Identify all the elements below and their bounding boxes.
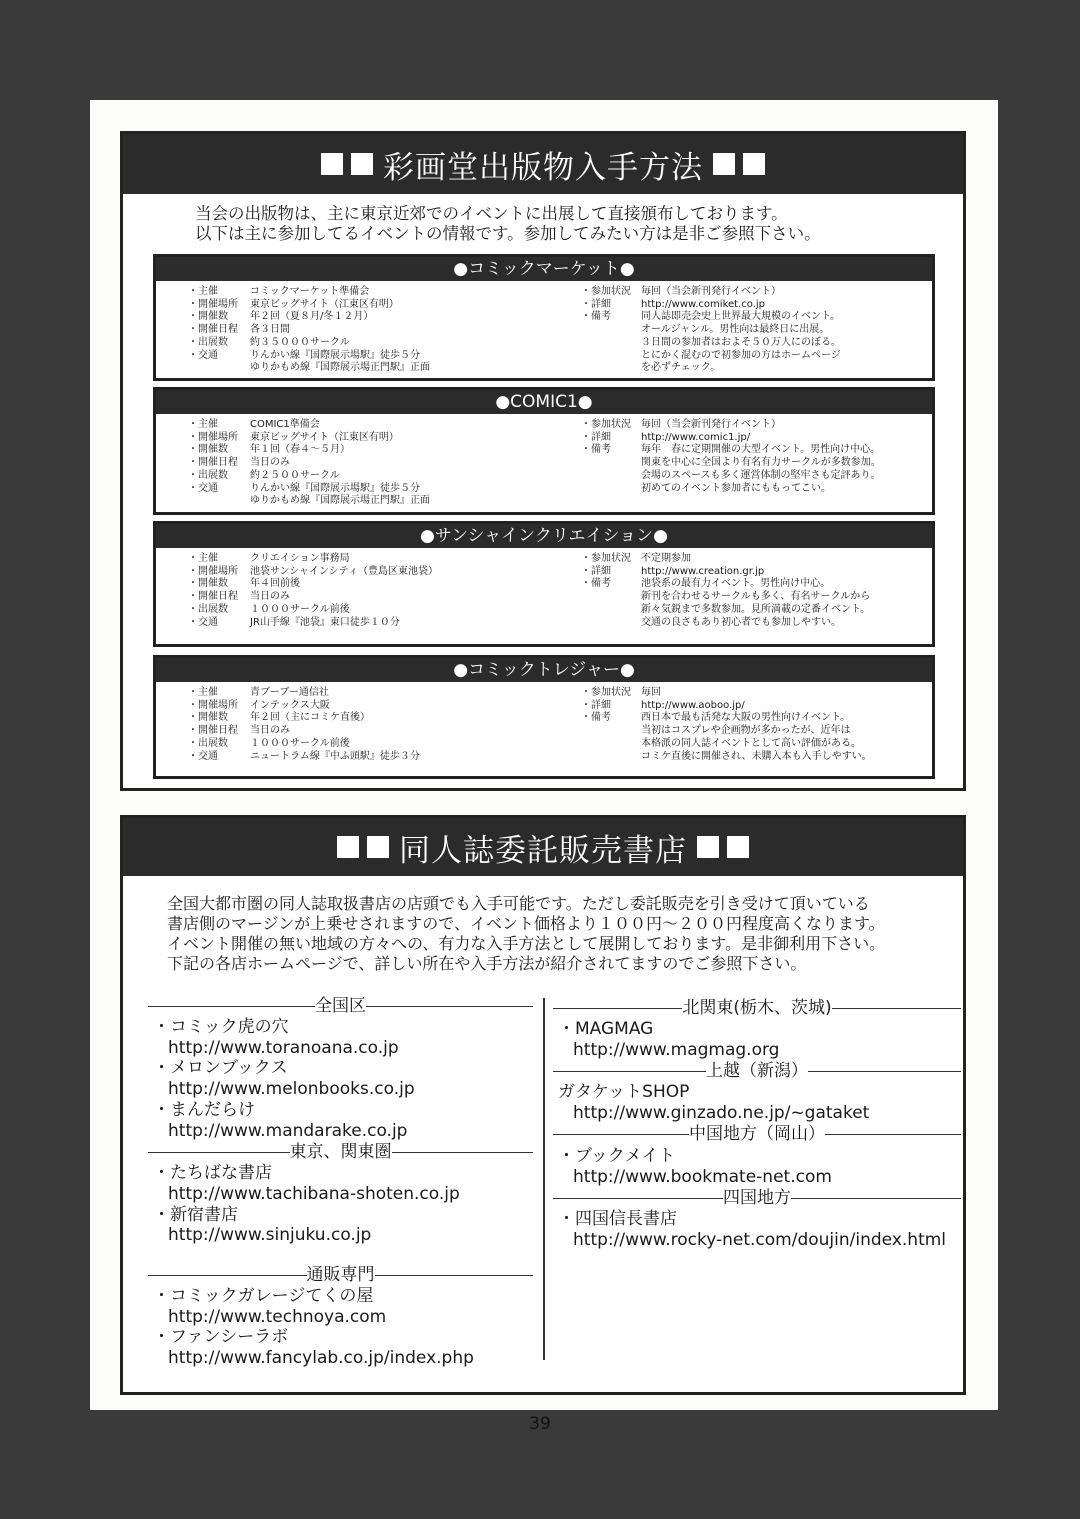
- detail-value: 毎年 春に定期開催の大型イベント。男性向け中心。 関東を中心に全国より有名有力サークルが多数参加。 会場のスペースも多く運営体制の堅牢さも定評あり。 初めてのイベント参加者にももってこい。: [641, 444, 881, 494]
- detail-value: 約３５０００サークル: [250, 336, 350, 348]
- detail-value: ニュートラム線『中ふ頭駅』徒歩３分: [250, 750, 420, 762]
- shop-url-link[interactable]: http://www.bookmate-net.com: [573, 1166, 832, 1187]
- event-detail-row: [188, 299, 568, 312]
- region-heading: [553, 997, 961, 1019]
- detail-value: 約２５００サークル: [250, 469, 340, 481]
- event-detail-row: [581, 299, 911, 312]
- region-label: 全国区: [315, 995, 366, 1016]
- detail-value: http://www.comic1.jp/: [641, 431, 751, 443]
- detail-key: ・開催数: [188, 311, 228, 323]
- shop-url-link[interactable]: http://www.toranoana.co.jp: [168, 1037, 399, 1058]
- detail-value: 当日のみ: [250, 591, 290, 603]
- region-label: 東京、関東圏: [289, 1141, 392, 1162]
- detail-value: １０００サークル前後: [250, 737, 350, 749]
- event-detail-row: [188, 483, 568, 508]
- event-detail-row: [188, 444, 568, 457]
- square-icon: [321, 153, 343, 175]
- event-details-left: [188, 286, 568, 375]
- intro-line: 書店側のマージンが上乗せされますので、イベント価格より１００円～２００円程度高くなります。: [167, 914, 885, 933]
- detail-value: COMIC1準備会: [250, 419, 320, 430]
- heading-rule: [553, 1008, 682, 1009]
- detail-value: 同人誌即売会史上世界最大規模のイベント。 オールジャンル。男性向は最終日に出展。 ３日間の参加者はおよそ５０万人にのぼる。 とにかく混むので初参加の方はホームページ を必ずチェック。: [641, 311, 841, 374]
- shop-name: ・コミック虎の穴: [153, 1017, 289, 1037]
- event-detail-row: [581, 286, 911, 299]
- events-panel-header: [123, 134, 963, 194]
- detail-key: ・詳細: [581, 699, 611, 711]
- square-icon: [351, 153, 373, 175]
- page-number: 39: [529, 1414, 551, 1434]
- shop-url-link[interactable]: http://www.mandarake.co.jp: [168, 1120, 408, 1141]
- event-detail-row: [188, 604, 568, 617]
- shop-name: ・ブックメイト: [558, 1145, 676, 1166]
- event-detail-row: [188, 457, 568, 470]
- detail-key: ・開催数: [188, 578, 228, 590]
- event-detail-row: [188, 324, 568, 337]
- detail-value: 西日本で最も活発な大阪の男性向けイベント。 当初はコスプレや企画物が多かったが、近年は 本格派の同人誌イベントとして高い評価がある。 コミケ直後に開催され、未購入本も入手しやすい。: [641, 712, 872, 762]
- region-label: 上越（新潟）: [706, 1061, 808, 1082]
- detail-value: りんかい線『国際展示場駅』徒歩５分 ゆりかもめ線『国際展示場正門駅』正面: [250, 482, 430, 507]
- event-detail-row: [188, 337, 568, 350]
- detail-value: 年２回（夏８月/冬１２月）: [250, 311, 374, 323]
- region-heading: [148, 1141, 533, 1163]
- region-heading: [553, 1124, 961, 1146]
- event-detail-row: [188, 700, 568, 713]
- detail-value: 東京ビッグサイト（江東区有明）: [250, 298, 399, 310]
- heading-rule: [148, 1152, 290, 1153]
- event-details-right: [581, 687, 911, 763]
- event-detail-row: [581, 687, 911, 700]
- square-icon: [697, 836, 719, 858]
- event-details-right: [581, 286, 911, 375]
- shop-name: ・新宿書店: [153, 1204, 238, 1225]
- detail-key: ・主催: [188, 286, 218, 297]
- detail-key: ・開催場所: [188, 565, 238, 577]
- event-detail-row: [188, 578, 568, 591]
- detail-key: ・開催場所: [188, 431, 238, 443]
- detail-value: JR山手線『池袋』東口徒歩１０分: [250, 616, 400, 628]
- shop-name: ・MAGMAG: [558, 1019, 654, 1039]
- event-detail-row: [188, 738, 568, 751]
- region-heading: [148, 1264, 533, 1286]
- event-box-creation: [153, 521, 935, 647]
- heading-rule: [553, 1071, 706, 1072]
- detail-value: http://www.comiket.co.jp: [641, 298, 765, 310]
- detail-value: 毎回（当会新刊発行イベント）: [641, 419, 781, 430]
- detail-value: インテックス大阪: [250, 699, 330, 711]
- event-box-comic-treasure: [153, 655, 935, 779]
- detail-key: ・開催場所: [188, 298, 238, 310]
- detail-key: ・交通: [188, 616, 218, 628]
- event-details-left: [188, 419, 568, 508]
- column-divider: [543, 998, 545, 1360]
- detail-key: ・備考: [581, 712, 611, 724]
- detail-value: 年４回前後: [250, 578, 300, 590]
- shop-url-link[interactable]: http://www.tachibana-shoten.co.jp: [168, 1183, 460, 1204]
- events-panel: [120, 131, 966, 791]
- shop-url-link[interactable]: http://www.fancylab.co.jp/index.php: [168, 1348, 474, 1369]
- event-detail-row: [188, 286, 568, 299]
- shop-list-left: [148, 995, 533, 1369]
- event-detail-row: [581, 566, 911, 579]
- detail-key: ・出展数: [188, 336, 228, 348]
- detail-key: ・開催数: [188, 444, 228, 456]
- detail-key: ・主催: [188, 687, 218, 698]
- event-details-left: [188, 687, 568, 763]
- detail-key: ・出展数: [188, 469, 228, 481]
- region-heading: [553, 1060, 961, 1082]
- detail-key: ・詳細: [581, 565, 611, 577]
- detail-value: 毎回: [641, 687, 661, 698]
- detail-value: 当日のみ: [250, 457, 290, 469]
- detail-value: http://www.creation.gr.jp: [641, 565, 765, 577]
- shop-name: ・まんだらけ: [153, 1099, 255, 1120]
- heading-rule: [375, 1275, 534, 1276]
- detail-value: 池袋系の最有力イベント。男性向け中心。 新刊を合わせるサークルも多く、有名サークルから 新々気鋭まで多数参加。見所満載の定番イベント。 交通の良さもあり初心者でも参加しやすい。: [641, 578, 871, 628]
- intro-line: 以下は主に参加してるイベントの情報です。参加してみたい方は是非ご参照下さい。: [195, 224, 821, 243]
- detail-key: ・出展数: [188, 603, 228, 615]
- shop-name: ガタケットSHOP: [558, 1082, 690, 1103]
- shops-panel-title: 同人誌委託販売書店: [399, 832, 687, 869]
- event-details-right: [581, 553, 911, 629]
- event-title: ●サンシャインクリエイション●: [156, 524, 932, 548]
- detail-key: ・開催日程: [188, 725, 238, 737]
- heading-rule: [392, 1152, 534, 1153]
- detail-key: ・参加状況: [581, 419, 631, 430]
- event-details-left: [188, 553, 568, 629]
- shop-url-link[interactable]: http://www.technoya.com: [168, 1306, 387, 1327]
- event-detail-row: [188, 617, 568, 630]
- region-label: 通販専門: [306, 1264, 375, 1285]
- shop-url-link[interactable]: http://www.sinjuku.co.jp: [168, 1225, 372, 1246]
- detail-value: コミックマーケット準備会: [250, 286, 370, 297]
- event-detail-row: [581, 578, 911, 629]
- shop-list-right: [553, 997, 961, 1251]
- heading-rule: [553, 1198, 723, 1199]
- event-detail-row: [581, 432, 911, 445]
- heading-rule: [825, 1134, 961, 1135]
- event-box-comic1: [153, 387, 935, 515]
- detail-value: クリエイション事務局: [250, 553, 350, 564]
- heading-rule: [832, 1008, 961, 1009]
- shop-name: ・コミックガレージてくの屋: [153, 1286, 374, 1307]
- shop-url-link[interactable]: http://www.melonbooks.co.jp: [168, 1079, 415, 1100]
- shop-name: ・四国信長書店: [558, 1209, 677, 1230]
- detail-value: 池袋サンシャインシティ（豊島区東池袋）: [250, 565, 438, 577]
- region-label: 中国地方（岡山）: [689, 1124, 825, 1145]
- detail-key: ・開催数: [188, 712, 228, 724]
- event-detail-row: [188, 566, 568, 579]
- detail-value: 年１回（春４～５月）: [250, 444, 350, 456]
- heading-rule: [148, 1275, 307, 1276]
- region-label: 四国地方: [723, 1187, 791, 1208]
- heading-rule: [791, 1198, 961, 1199]
- event-detail-row: [581, 419, 911, 432]
- event-detail-row: [581, 553, 911, 566]
- square-icon: [743, 153, 765, 175]
- event-detail-row: [188, 350, 568, 375]
- shop-name: ・メロンブックス: [153, 1058, 288, 1079]
- detail-value: 不定期参加: [641, 553, 691, 564]
- detail-value: http://www.aoboo.jp/: [641, 699, 745, 711]
- event-detail-row: [581, 712, 911, 763]
- event-title: ●COMIC1●: [156, 390, 932, 414]
- shop-url-link[interactable]: http://www.ginzado.ne.jp/~gataket: [573, 1103, 870, 1124]
- event-detail-row: [188, 432, 568, 445]
- detail-key: ・詳細: [581, 298, 611, 310]
- detail-key: ・交通: [188, 750, 218, 762]
- event-detail-row: [188, 591, 568, 604]
- event-detail-row: [188, 712, 568, 725]
- detail-key: ・開催場所: [188, 699, 238, 711]
- detail-key: ・備考: [581, 311, 611, 323]
- detail-value: 毎回（当会新刊発行イベント）: [641, 286, 781, 297]
- detail-key: ・参加状況: [581, 687, 631, 698]
- event-detail-row: [188, 311, 568, 324]
- shop-url-link[interactable]: http://www.magmag.org: [573, 1039, 780, 1060]
- detail-value: 年２回（主にコミケ直後）: [250, 712, 370, 724]
- event-detail-row: [188, 419, 568, 432]
- event-detail-row: [188, 725, 568, 738]
- detail-key: ・参加状況: [581, 286, 631, 297]
- events-intro: [195, 204, 903, 244]
- event-detail-row: [188, 553, 568, 566]
- detail-key: ・交通: [188, 349, 218, 361]
- event-detail-row: [188, 470, 568, 483]
- region-heading: [553, 1187, 961, 1209]
- events-panel-title: 彩画堂出版物入手方法: [383, 149, 703, 186]
- intro-line: 当会の出版物は、主に東京近郊でのイベントに出展して直接頒布しております。: [195, 204, 788, 223]
- heading-rule: [808, 1071, 961, 1072]
- intro-line: イベント開催の無い地域の方々への、有力な入手方法として展開しております。是非御利用下さい。: [167, 934, 886, 953]
- detail-key: ・参加状況: [581, 553, 631, 564]
- intro-line: 下記の各店ホームページで、詳しい所在や入手方法が紹介されてますのでご参照下さい。: [167, 954, 807, 973]
- shops-panel-header: [123, 818, 963, 876]
- event-detail-row: [581, 700, 911, 713]
- square-icon: [727, 836, 749, 858]
- shops-intro: [167, 894, 923, 974]
- heading-rule: [366, 1006, 533, 1007]
- event-detail-row: [188, 751, 568, 764]
- event-details-right: [581, 419, 911, 495]
- detail-value: 各３日間: [250, 324, 290, 336]
- detail-value: 当日のみ: [250, 725, 290, 737]
- event-detail-row: [581, 311, 911, 375]
- square-icon: [367, 836, 389, 858]
- detail-value: りんかい線『国際展示場駅』徒歩５分 ゆりかもめ線『国際展示場正門駅』正面: [250, 349, 430, 374]
- region-heading: [148, 995, 533, 1017]
- detail-key: ・備考: [581, 444, 611, 456]
- detail-key: ・出展数: [188, 737, 228, 749]
- event-detail-row: [581, 444, 911, 495]
- shop-name: ・ファンシーラボ: [153, 1327, 289, 1348]
- event-box-comiket: [153, 254, 935, 381]
- detail-key: ・主催: [188, 553, 218, 564]
- event-title: ●コミックマーケット●: [156, 257, 932, 281]
- shop-url-link[interactable]: http://www.rocky-net.com/doujin/index.html: [573, 1229, 947, 1250]
- detail-value: 青ブーブー通信社: [250, 687, 329, 698]
- heading-rule: [553, 1134, 689, 1135]
- detail-key: ・開催日程: [188, 457, 238, 469]
- detail-key: ・開催日程: [188, 591, 238, 603]
- intro-line: 全国大都市圏の同人誌取扱書店の店頭でも入手可能です。ただし委託販売を引き受けて頂いている: [167, 894, 870, 913]
- detail-key: ・交通: [188, 482, 218, 494]
- square-icon: [337, 836, 359, 858]
- detail-key: ・主催: [188, 419, 218, 430]
- detail-key: ・詳細: [581, 431, 611, 443]
- detail-value: 東京ビッグサイト（江東区有明）: [250, 431, 399, 443]
- detail-value: １０００サークル前後: [250, 603, 350, 615]
- detail-key: ・備考: [581, 578, 611, 590]
- shop-name: ・たちばな書店: [153, 1163, 272, 1184]
- detail-key: ・開催日程: [188, 324, 238, 336]
- event-title: ●コミックトレジャー●: [156, 658, 932, 682]
- heading-rule: [148, 1006, 315, 1007]
- event-detail-row: [188, 687, 568, 700]
- square-icon: [713, 153, 735, 175]
- region-label: 北関東(栃木、茨城): [682, 997, 832, 1018]
